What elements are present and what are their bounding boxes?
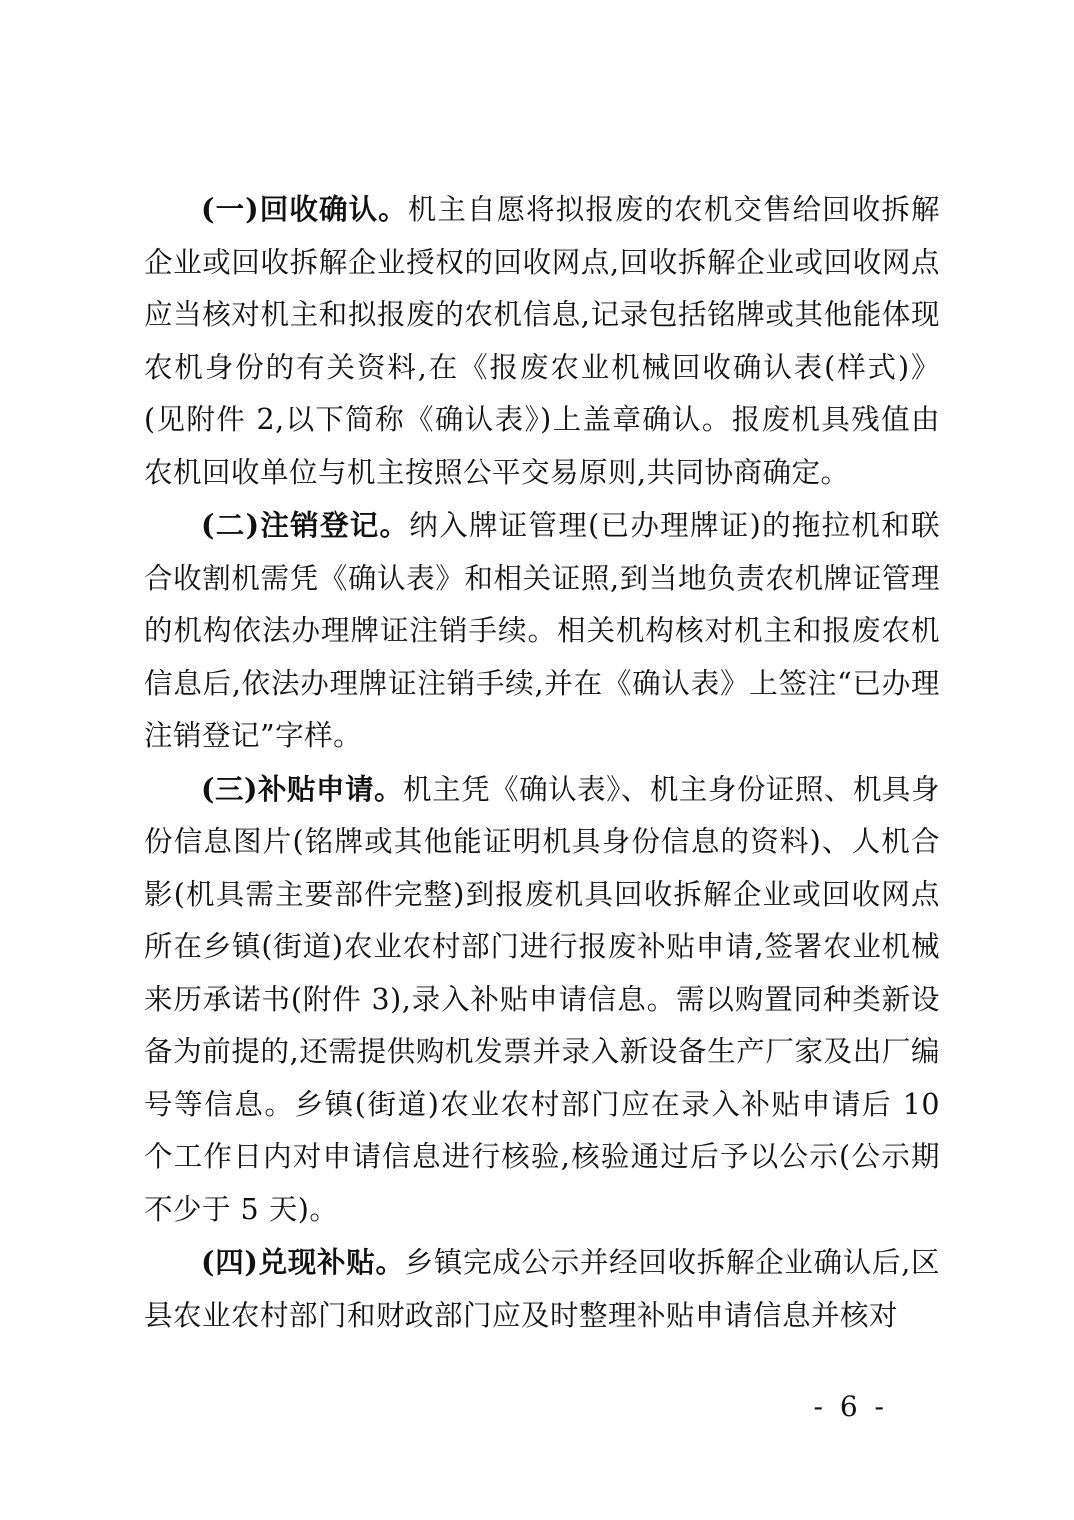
document-body — [144, 183, 940, 1342]
paragraph-subsidy-application — [144, 763, 940, 1237]
section-body-1: 机主自愿将拟报废的农机交售给回收拆解企业或回收拆解企业授权的回收网点,回收拆解企业或回收网点应当核对机主和拟报废的农机信息,记录包括铭牌或其他能体现农机身份的有关资料,在《报废农业机械回收确认表(样式)》(见附件 2,以下简称《确认表》)上盖章确认。报废机具残值由农机回收单位与机主按照公平交易原则,共同协商确定。 — [144, 193, 940, 489]
section-heading-1: (一)回收确认。 — [201, 192, 408, 226]
section-body-2: 纳入牌证管理(已办理牌证)的拖拉机和联合收割机需凭《确认表》和相关证照,到当地负责农机牌证管理的机构依法办理牌证注销手续。相关机构核对机主和报废农机信息后,依法办理牌证注销手续,并在《确认表》上签注“已办理注销登记”字样。 — [144, 509, 940, 752]
section-body-4: 乡镇完成公示并经回收拆解企业确认后,区县农业农村部门和财政部门应及时整理补贴申请信息并核对 — [144, 1246, 940, 1332]
paragraph-deregistration — [144, 499, 940, 763]
section-heading-3: (三)补贴申请。 — [201, 771, 404, 806]
section-heading-4: (四)兑现补贴。 — [201, 1245, 405, 1279]
section-heading-2: (二)注销登记。 — [201, 508, 410, 542]
paragraph-subsidy-payment — [144, 1236, 940, 1342]
paragraph-recycling-confirmation — [144, 183, 940, 499]
section-body-3: 机主凭《确认表》、机主身份证照、机具身份信息图片(铭牌或其他能证明机具身份信息的资料)、人机合影(机具需主要部件完整)到报废机具回收拆解企业或回收网点所在乡镇(街道)农业农村部门进行报废补贴申请,签署农业机械来历承诺书(附件 3),录入补贴申请信息。需以购置同种类新设备为前提的,还需提供购机发票并录入新设备生产厂家及出厂编号等信息。乡镇(街道)农业农村部门应在录入补贴申请后 10 个工作日内对申请信息进行核验,核验通过后予以公示(公示期不少于 5 天)。 — [144, 772, 940, 1226]
page-number: - 6 - — [813, 1390, 888, 1423]
